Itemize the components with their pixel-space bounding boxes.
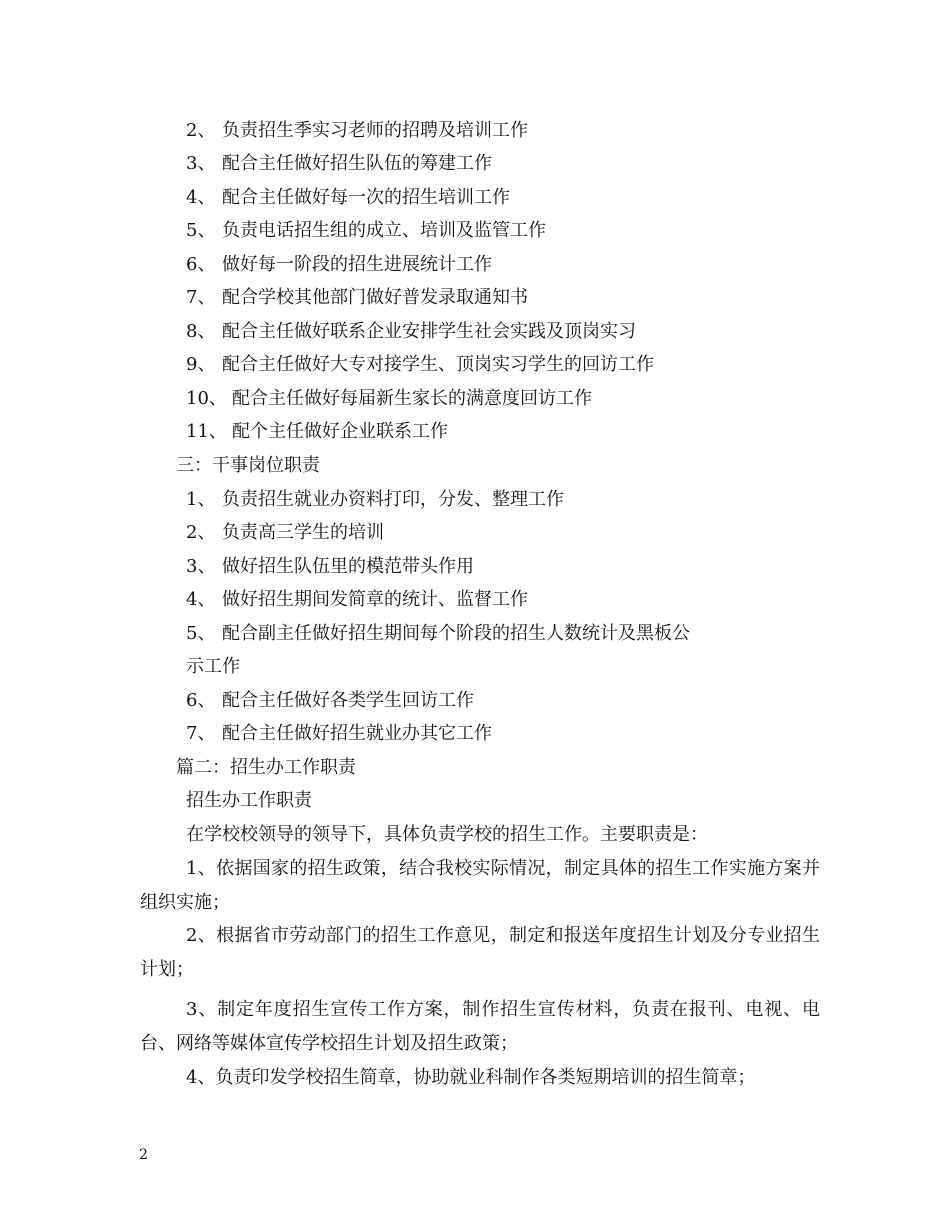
list-item: 5、 负责电话招生组的成立、培训及监管工作 bbox=[186, 220, 546, 241]
list-item: 3、 做好招生队伍里的模范带头作用 bbox=[186, 556, 474, 577]
page-number: 2 bbox=[139, 1147, 148, 1163]
list-item: 7、 配合主任做好招生就业办其它工作 bbox=[186, 723, 492, 744]
list-item: 5、 配合副主任做好招生期间每个阶段的招生人数统计及黑板公 bbox=[186, 623, 690, 644]
list-item: 10、 配合主任做好每届新生家长的满意度回访工作 bbox=[186, 388, 592, 409]
list-item: 6、 配合主任做好各类学生回访工作 bbox=[186, 690, 474, 711]
article-subtitle: 招生办工作职责 bbox=[186, 790, 312, 811]
list-item: 6、 做好每一阶段的招生进展统计工作 bbox=[186, 254, 492, 275]
list-item: 4、 配合主任做好每一次的招生培训工作 bbox=[186, 187, 510, 208]
list-item: 1、 负责招生就业办资料打印，分发、整理工作 bbox=[186, 489, 564, 510]
duty-paragraph: 2、根据省市劳动部门的招生工作意见，制定和报送年度招生计划及分专业招生计划； bbox=[140, 925, 820, 980]
duty-paragraph: 3、制定年度招生宣传工作方案，制作招生宣传材料，负责在报刊、电视、电台、网络等媒体宣传学校招生计划及招生政策； bbox=[140, 999, 820, 1054]
list-item: 8、 配合主任做好联系企业安排学生社会实践及顶岗实习 bbox=[186, 321, 636, 342]
duty-paragraph: 1、依据国家的招生政策，结合我校实际情况，制定具体的招生工作实施方案并组织实施； bbox=[140, 858, 820, 913]
list-item: 4、 做好招生期间发简章的统计、监督工作 bbox=[186, 589, 528, 610]
section-heading: 三：干事岗位职责 bbox=[176, 455, 320, 476]
list-item: 3、 配合主任做好招生队伍的筹建工作 bbox=[186, 153, 492, 174]
list-item: 11、 配个主任做好企业联系工作 bbox=[186, 421, 448, 442]
list-item: 7、 配合学校其他部门做好普发录取通知书 bbox=[186, 287, 528, 308]
duty-paragraph: 4、负责印发学校招生简章，协助就业科制作各类短期培训的招生简章； bbox=[186, 1067, 756, 1088]
article-heading: 篇二：招生办工作职责 bbox=[176, 757, 356, 778]
intro-paragraph: 在学校校领导的领导下，具体负责学校的招生工作。主要职责是： bbox=[186, 824, 708, 845]
list-item: 9、 配合主任做好大专对接学生、顶岗实习学生的回访工作 bbox=[186, 354, 654, 375]
list-item: 2、 负责高三学生的培训 bbox=[186, 522, 384, 543]
list-item: 2、 负责招生季实习老师的招聘及培训工作 bbox=[186, 120, 528, 141]
list-item-continuation: 示工作 bbox=[186, 656, 240, 677]
